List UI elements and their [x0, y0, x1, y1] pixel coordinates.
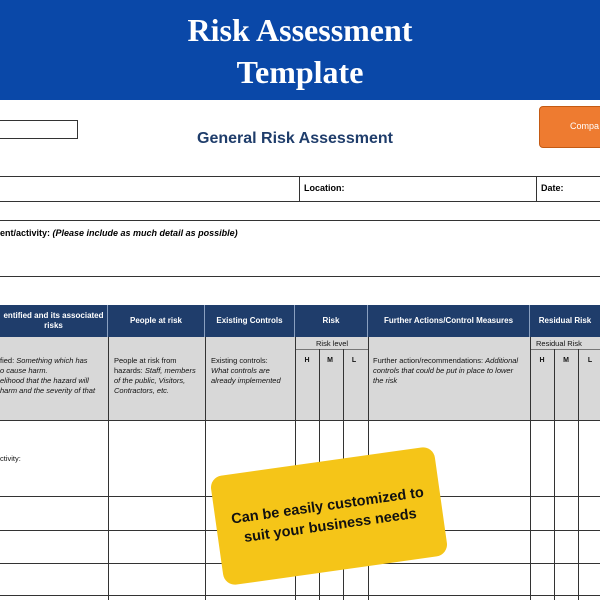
- location-label: Location:: [304, 183, 345, 193]
- table-col-divider: [108, 337, 109, 600]
- risk-h-label: H: [304, 357, 310, 364]
- header-people-at-risk: People at risk: [108, 305, 205, 337]
- banner-title-line2: Template: [236, 54, 364, 90]
- risk-l-label: L: [351, 357, 357, 364]
- cell-divider: [299, 176, 300, 201]
- further-guidance: Further action/recommendations: Additional controls that could be put in place to lower the risk: [373, 356, 519, 385]
- table-row-divider: [0, 595, 600, 596]
- table-col-divider: [554, 349, 555, 600]
- residual-sub-divider: [530, 349, 600, 350]
- activity-label: ent/activity: (Please include as much detail as possible): [0, 228, 238, 238]
- risk-sub-divider: [295, 349, 368, 350]
- title-banner: [0, 0, 600, 100]
- residual-h-label: H: [539, 357, 545, 364]
- people-guidance: People at risk from hazards: Staff, members of the public, Visitors, Contractors, etc.: [114, 356, 196, 395]
- risk-m-label: M: [327, 357, 333, 364]
- header-existing-controls: Existing Controls: [205, 305, 295, 337]
- customize-callout: [209, 446, 448, 586]
- header-risk: Risk: [295, 305, 368, 337]
- row1-activity-text: ctivity:: [0, 454, 21, 463]
- date-label: Date:: [541, 183, 564, 193]
- risk-level-label: Risk level: [316, 339, 349, 348]
- residual-risk-label: Residual Risk: [536, 339, 582, 348]
- header-further-actions: Further Actions/Control Measures: [368, 305, 530, 337]
- callout-text: Can be easily customized to suit your business needs: [230, 484, 425, 546]
- table-col-divider: [205, 337, 206, 600]
- banner-title-line1: Risk Assessment: [187, 12, 413, 48]
- company-logo-button[interactable]: Compa: [539, 106, 600, 148]
- controls-guidance: Existing controls: What controls are already implemented: [211, 356, 281, 385]
- table-col-divider: [530, 337, 531, 600]
- row-divider: [0, 276, 600, 277]
- header-hazards: entified and its associated risks: [0, 305, 108, 337]
- row-divider: [0, 220, 600, 221]
- residual-m-label: M: [563, 357, 569, 364]
- document-title: General Risk Assessment: [197, 130, 393, 147]
- table-row-divider: [0, 420, 600, 421]
- name-field[interactable]: [0, 120, 78, 139]
- cell-divider: [536, 176, 537, 201]
- header-residual-risk: Residual Risk: [530, 305, 600, 337]
- row-divider: [0, 176, 600, 177]
- residual-l-label: L: [587, 357, 593, 364]
- hazard-guidance: fied: Something which has o cause harm. elihood that the hazard will harm and the severity of that: [0, 356, 96, 395]
- row-divider: [0, 201, 600, 202]
- table-col-divider: [578, 349, 579, 600]
